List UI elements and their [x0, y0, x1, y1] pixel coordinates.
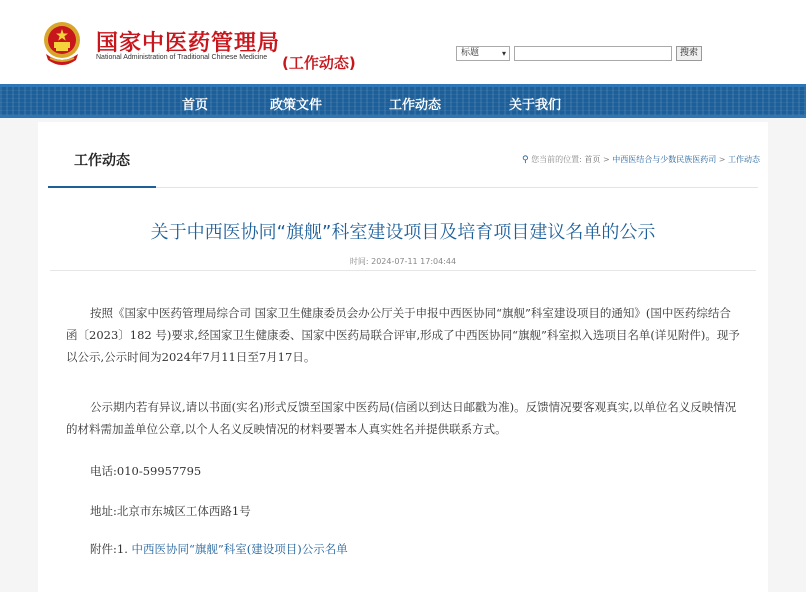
- breadcrumb-prefix: 您当前的位置:: [531, 155, 582, 164]
- breadcrumb-item-home[interactable]: 首页: [584, 155, 601, 164]
- main-nav: [0, 84, 806, 118]
- attachment-prefix: 附件:1.: [90, 542, 128, 556]
- breadcrumb-separator: >: [718, 155, 726, 164]
- national-emblem-icon: [40, 20, 84, 68]
- section-tag: (工作动态): [282, 54, 356, 72]
- attachment-line: [66, 538, 742, 560]
- article-divider: [50, 270, 756, 271]
- article-title: 关于中西医协同“旗舰”科室建设项目及培育项目建议名单的公示: [150, 222, 656, 243]
- contact-address: 地址:北京市东城区工体西路1号: [90, 504, 251, 518]
- article-paragraph: 公示期内若有异议,请以书面(实名)形式反馈至国家中医药局(信函以到达日邮戳为准)。反馈情况要客观真实,以单位名义反映情况的材料需加盖单位公章,以个人名义反映情况的材料要署本人真实姓名并提供联系方式。: [66, 400, 737, 436]
- search-input[interactable]: [514, 46, 672, 61]
- article-timestamp: 时间: 2024-07-11 17:04:44: [349, 257, 457, 266]
- breadcrumb-separator: >: [602, 155, 610, 164]
- location-pin-icon: ⚲: [522, 155, 529, 165]
- site-header: [0, 0, 806, 84]
- search-button[interactable]: 搜索: [676, 46, 702, 61]
- site-name: 国家中医药管理局: [96, 30, 281, 56]
- chevron-down-icon: ▾: [501, 49, 506, 58]
- search-scope-select[interactable]: [456, 46, 510, 61]
- nav-item-policy[interactable]: 政策文件: [270, 98, 323, 113]
- article-paragraph: 按照《国家中医药管理局综合司 国家卫生健康委员会办公厅关于申报中西医协同“旗舰”科室建设项目的通知》(国中医药综结合函〔2023〕182 号)要求,经国家卫生健康委、国家中医药局联合评审,形成了中西医协同“旗舰”科室拟入选项目名单(详见附件)。现予以公示,公示时间为2024年7月11日至7月17日。: [66, 306, 740, 364]
- nav-item-home[interactable]: 首页: [182, 98, 209, 113]
- section-title: 工作动态: [74, 153, 130, 169]
- search-scope-value: 标题: [461, 48, 480, 58]
- attachment-link[interactable]: 中西医协同“旗舰”科室(建设项目)公示名单: [131, 542, 348, 556]
- content-panel: [38, 122, 768, 592]
- breadcrumb-item-department[interactable]: 中西医结合与少数民族医药司: [612, 155, 717, 164]
- site-name-english: National Administration of Traditional Chinese Medicine: [96, 54, 268, 61]
- breadcrumb: [522, 154, 760, 165]
- nav-item-work-news[interactable]: 工作动态: [389, 98, 442, 113]
- nav-item-about[interactable]: 关于我们: [509, 98, 562, 113]
- breadcrumb-item-work-news[interactable]: 工作动态: [728, 155, 760, 164]
- section-title-underline: [48, 186, 156, 188]
- contact-phone: 电话:010-59957795: [90, 464, 202, 478]
